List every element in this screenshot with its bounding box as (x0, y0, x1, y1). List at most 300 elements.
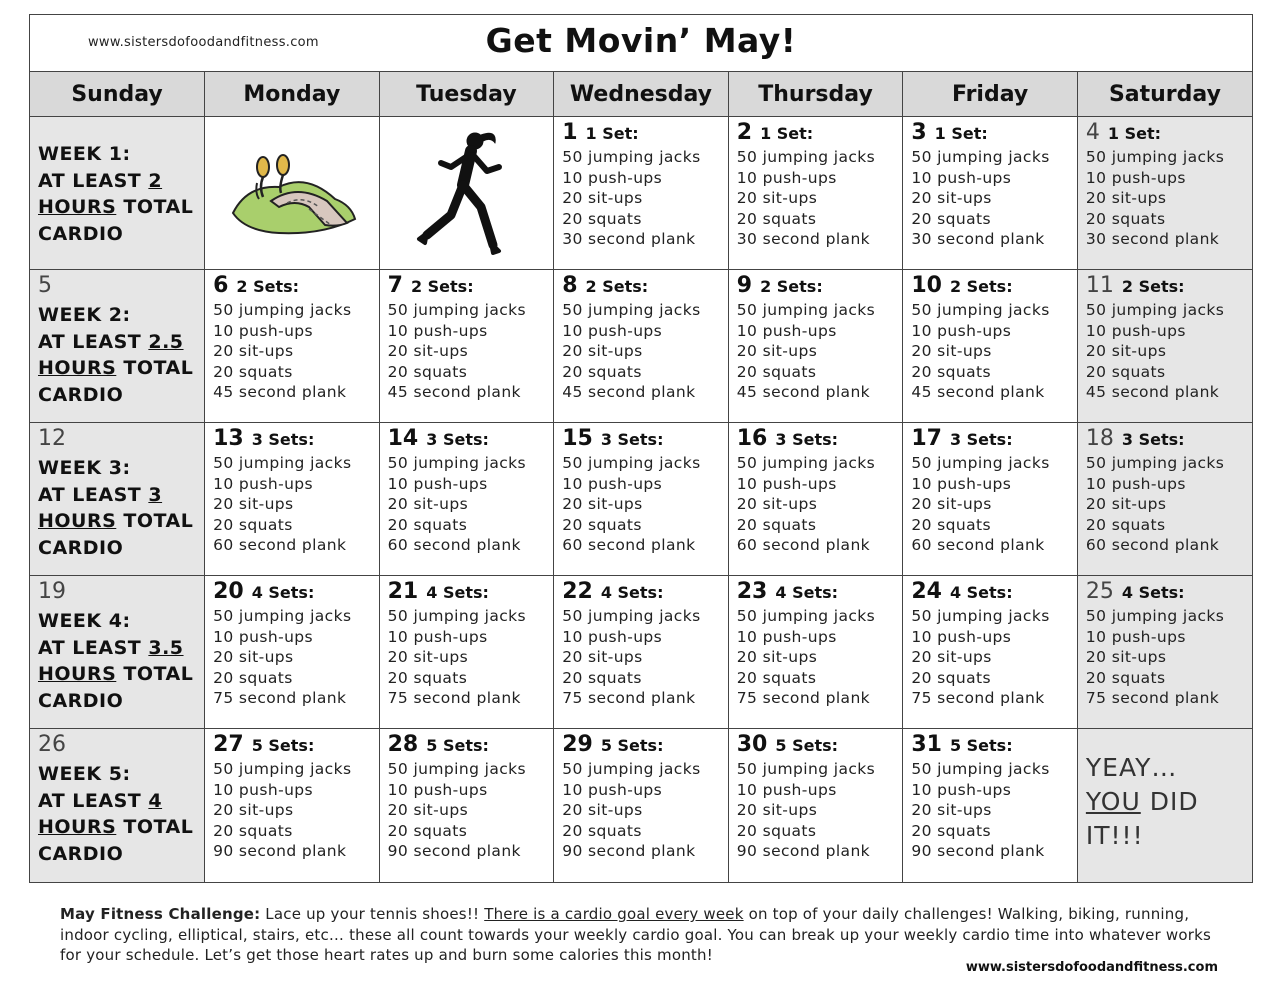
exercise-item: 20 sit-ups (562, 495, 643, 513)
exercise-item: 75 second plank (911, 689, 1045, 707)
day-number: 14 (387, 426, 419, 451)
day-number: 13 (213, 426, 244, 451)
exercise-item: 20 sit-ups (736, 648, 818, 666)
sets-label: 4 Sets: (949, 583, 1013, 602)
sets-label: 4 Sets: (426, 583, 489, 602)
saturday-cell (1077, 423, 1252, 576)
week-row (30, 576, 1252, 729)
goal-line (38, 355, 196, 382)
goal-line (38, 661, 196, 688)
day-number: 6 (213, 273, 229, 298)
sets-label: 5 Sets: (251, 736, 315, 755)
goal-hours: 3.5 (148, 636, 184, 659)
exercise-item: 20 squats (911, 515, 991, 534)
exercise-item: 20 squats (562, 209, 642, 228)
exercise-item: 50 jumping jacks (562, 607, 701, 625)
day-header (1086, 272, 1244, 300)
day-header-monday: Monday (205, 72, 380, 117)
sets-label: 2 Sets: (410, 277, 474, 296)
sets-label: 5 Sets: (426, 736, 489, 755)
sets-label: 3 Sets: (426, 430, 489, 449)
day-number: 23 (736, 579, 768, 604)
exercise-item: 20 sit-ups (213, 648, 294, 666)
exercise-item: 50 jumping jacks (1085, 454, 1225, 472)
exercise-item: 50 jumping jacks (387, 760, 527, 778)
goal-line (38, 508, 196, 535)
exercise-item: 45 second plank (1085, 383, 1220, 401)
exercise-item: 75 second plank (736, 689, 871, 707)
exercise-item: 20 sit-ups (911, 801, 992, 819)
exercise-item: 20 squats (911, 209, 991, 228)
exercise-item: 50 jumping jacks (213, 454, 352, 472)
exercise-item: 75 second plank (1085, 689, 1220, 707)
week-goal (38, 302, 196, 408)
exercise-item: 90 second plank (213, 842, 347, 860)
day-number: 8 (562, 273, 578, 298)
exercise-item: 20 squats (1085, 668, 1166, 687)
exercise-item: 20 squats (562, 821, 642, 840)
exercise-item: 20 sit-ups (911, 648, 992, 666)
goal-total: TOTAL (116, 816, 194, 838)
goal-hours-word: HOURS (38, 663, 117, 685)
challenge-text-2: on top of your daily challenges! Walking, biking, running, indoor cycling, elliptical, stairs, etc… these all count towards your weekly cardio goal. You can break up your weekly cardio time into whatever works for your schedule. Let’s get those heart rates up and burn some calories this month! (60, 905, 1211, 964)
goal-total: TOTAL (116, 663, 194, 685)
day-cell (554, 270, 729, 423)
exercise-item: 20 sit-ups (562, 801, 643, 819)
finale-did: DID (1140, 787, 1199, 816)
exercise-item: 20 squats (1085, 362, 1166, 381)
day-number: 1 (562, 120, 578, 145)
calendar-header (30, 15, 1252, 72)
exercise-item: 20 squats (213, 362, 293, 381)
exercise-item: 20 squats (562, 362, 642, 381)
day-header-wednesday: Wednesday (554, 72, 729, 117)
exercise-item: 50 jumping jacks (911, 301, 1050, 319)
finale-line-1: YEAY… (1085, 753, 1178, 782)
exercise-item: 50 jumping jacks (736, 760, 876, 778)
day-cell (728, 117, 903, 270)
exercise-item: 20 squats (562, 668, 642, 687)
exercise-item: 20 sit-ups (213, 801, 294, 819)
exercise-item: 50 jumping jacks (1085, 301, 1225, 319)
exercise-item: 60 second plank (387, 536, 521, 554)
goal-prefix: AT LEAST (38, 483, 149, 506)
exercise-item: 10 push-ups (911, 627, 1012, 646)
exercise-item: 45 second plank (213, 383, 347, 401)
exercise-item: 50 jumping jacks (562, 454, 701, 472)
exercise-item: 10 push-ups (387, 780, 488, 799)
weekday-header-row (30, 72, 1252, 117)
day-number: 16 (736, 426, 768, 451)
day-cell (554, 423, 729, 576)
day-cell (379, 729, 554, 882)
day-number: 31 (911, 732, 942, 757)
exercise-item: 50 jumping jacks (911, 760, 1050, 778)
goal-total: TOTAL (116, 196, 194, 218)
day-header (38, 272, 196, 300)
goal-line (38, 635, 196, 662)
image-cell (388, 119, 546, 267)
day-header (737, 425, 895, 453)
day-number: 26 (38, 732, 66, 757)
saturday-cell (1077, 576, 1252, 729)
day-header (1086, 425, 1244, 453)
day-cell (205, 729, 380, 882)
exercise-item: 20 squats (736, 515, 817, 534)
day-cell (903, 117, 1078, 270)
sets-label: 2 Sets: (949, 277, 1013, 296)
day-header-tuesday: Tuesday (379, 72, 554, 117)
day-cell (554, 729, 729, 882)
day-header (911, 731, 1069, 759)
exercise-item: 10 push-ups (1085, 627, 1186, 646)
exercise-item: 30 second plank (1085, 230, 1220, 248)
day-number: 2 (736, 120, 753, 145)
exercise-item: 10 push-ups (562, 474, 663, 493)
exercise-item: 20 squats (1085, 209, 1166, 228)
exercise-item: 10 push-ups (562, 321, 663, 340)
day-cell (728, 729, 903, 882)
saturday-cell (1077, 729, 1252, 882)
day-header (213, 731, 371, 759)
exercise-item: 10 push-ups (562, 168, 663, 187)
exercise-item: 20 squats (213, 668, 293, 687)
challenge-text-1: Lace up your tennis shoes!! (260, 905, 485, 923)
sets-label: 3 Sets: (600, 430, 664, 449)
sets-label: 3 Sets: (251, 430, 315, 449)
exercise-item: 20 sit-ups (1085, 648, 1167, 666)
day-header (213, 272, 371, 300)
calendar-grid (30, 72, 1252, 882)
exercise-item: 30 second plank (911, 230, 1045, 248)
day-cell (903, 729, 1078, 882)
sets-label: 1 Set: (585, 124, 639, 143)
day-header (388, 578, 546, 606)
exercise-item: 10 push-ups (562, 780, 663, 799)
exercise-item: 10 push-ups (213, 321, 314, 340)
exercise-item: 50 jumping jacks (911, 148, 1050, 166)
exercise-item: 20 squats (387, 362, 468, 381)
exercise-item: 60 second plank (736, 536, 871, 554)
day-cell (379, 576, 554, 729)
exercise-item: 90 second plank (387, 842, 521, 860)
exercise-item: 20 squats (213, 515, 293, 534)
day-header (911, 578, 1069, 606)
sunday-week-goal-cell (30, 576, 205, 729)
exercise-item: 20 sit-ups (387, 495, 469, 513)
exercise-item: 20 sit-ups (387, 801, 469, 819)
exercise-item: 20 sit-ups (736, 342, 818, 360)
goal-hours: 2.5 (148, 330, 184, 353)
sets-label: 4 Sets: (251, 583, 315, 602)
exercise-item: 90 second plank (911, 842, 1045, 860)
exercise-item: 20 sit-ups (911, 342, 992, 360)
week-row (30, 729, 1252, 882)
week-label: WEEK 5: (38, 763, 131, 785)
day-number: 17 (911, 426, 942, 451)
day-header (388, 731, 546, 759)
exercise-item: 50 jumping jacks (911, 607, 1050, 625)
day-header (1086, 119, 1244, 147)
exercise-item: 20 sit-ups (1085, 342, 1167, 360)
goal-hours-word: HOURS (38, 196, 117, 218)
sets-label: 5 Sets: (600, 736, 664, 755)
day-header (562, 578, 720, 606)
exercise-item: 10 push-ups (562, 627, 663, 646)
exercise-item: 10 push-ups (911, 321, 1012, 340)
footer-website: www.sistersdofoodandfitness.com (965, 960, 1218, 975)
day-number: 27 (213, 732, 244, 757)
exercise-item: 10 push-ups (213, 780, 314, 799)
exercise-item: 50 jumping jacks (736, 607, 876, 625)
week-label: WEEK 2: (38, 304, 131, 326)
goal-total: TOTAL (116, 510, 194, 532)
day-header (388, 425, 546, 453)
goal-prefix: AT LEAST (38, 330, 149, 353)
goal-line (38, 814, 196, 841)
sunday-week-goal-cell (30, 117, 205, 270)
exercise-item: 60 second plank (562, 536, 696, 554)
exercise-item: 20 sit-ups (911, 495, 992, 513)
exercise-item: 20 squats (387, 515, 468, 534)
page-title: Get Movin’ May! (485, 21, 797, 60)
exercise-item: 10 push-ups (213, 474, 314, 493)
exercise-item: 10 push-ups (911, 474, 1012, 493)
day-cell (728, 423, 903, 576)
goal-hours-word: HOURS (38, 816, 117, 838)
exercise-item: 10 push-ups (213, 627, 314, 646)
sets-label: 2 Sets: (760, 277, 823, 296)
exercise-item: 10 push-ups (387, 321, 488, 340)
day-number: 20 (213, 579, 244, 604)
exercise-item: 20 sit-ups (387, 648, 469, 666)
exercise-item: 45 second plank (736, 383, 871, 401)
exercise-item: 50 jumping jacks (387, 607, 527, 625)
exercise-item: 10 push-ups (911, 780, 1012, 799)
day-number: 9 (736, 273, 753, 298)
day-cell (205, 117, 380, 270)
exercise-item: 20 squats (387, 668, 468, 687)
saturday-cell (1077, 117, 1252, 270)
day-number: 28 (387, 732, 419, 757)
exercise-item: 20 sit-ups (1085, 495, 1167, 513)
sets-label: 4 Sets: (600, 583, 664, 602)
exercise-item: 50 jumping jacks (387, 454, 527, 472)
goal-line (38, 482, 196, 509)
day-header (1086, 578, 1244, 606)
day-header (562, 425, 720, 453)
exercise-item: 20 squats (213, 821, 293, 840)
exercise-item: 50 jumping jacks (562, 301, 701, 319)
exercise-item: 20 squats (911, 668, 991, 687)
exercise-item: 75 second plank (387, 689, 521, 707)
exercise-item: 20 squats (1085, 515, 1166, 534)
goal-hours: 2 (148, 169, 163, 192)
goal-line (38, 194, 196, 221)
goal-prefix: AT LEAST (38, 636, 149, 659)
exercise-item: 20 sit-ups (736, 189, 818, 207)
image-cell (213, 119, 371, 267)
exercise-item: 30 second plank (562, 230, 696, 248)
day-header (737, 272, 895, 300)
day-number: 24 (911, 579, 942, 604)
day-header (38, 578, 196, 606)
exercise-item: 60 second plank (1085, 536, 1220, 554)
challenge-description (60, 904, 1235, 966)
exercise-item: 60 second plank (213, 536, 347, 554)
day-cell (903, 270, 1078, 423)
week-label: WEEK 1: (38, 143, 131, 165)
week-goal (38, 455, 196, 561)
exercise-item: 20 squats (736, 821, 817, 840)
exercise-item: 20 squats (911, 821, 991, 840)
exercise-item: 50 jumping jacks (1085, 148, 1225, 166)
day-cell (728, 576, 903, 729)
finale-line-3: IT!!! (1085, 821, 1144, 850)
day-header (213, 425, 371, 453)
exercise-item: 20 squats (736, 668, 817, 687)
day-cell (728, 270, 903, 423)
sunday-week-goal-cell (30, 270, 205, 423)
day-number: 10 (911, 273, 942, 298)
day-header (911, 425, 1069, 453)
calendar (29, 14, 1253, 883)
exercise-item: 20 squats (562, 515, 642, 534)
day-header (562, 731, 720, 759)
exercise-item: 20 squats (911, 362, 991, 381)
exercise-item: 10 push-ups (736, 780, 837, 799)
sets-label: 5 Sets: (775, 736, 839, 755)
day-header (562, 119, 720, 147)
week-label: WEEK 4: (38, 610, 131, 632)
exercise-item: 10 push-ups (911, 168, 1012, 187)
week-row (30, 117, 1252, 270)
exercise-item: 75 second plank (562, 689, 696, 707)
day-number: 19 (38, 579, 66, 604)
day-header (911, 272, 1069, 300)
goal-line (38, 329, 196, 356)
sets-label: 5 Sets: (949, 736, 1013, 755)
day-header-thursday: Thursday (728, 72, 903, 117)
day-header-friday: Friday (903, 72, 1078, 117)
sets-label: 4 Sets: (775, 583, 839, 602)
day-number: 30 (736, 732, 768, 757)
goal-cardio: CARDIO (38, 222, 124, 245)
day-header-saturday: Saturday (1077, 72, 1252, 117)
goal-hours-word: HOURS (38, 510, 117, 532)
day-number: 5 (38, 273, 52, 298)
day-header (911, 119, 1069, 147)
day-cell (554, 117, 729, 270)
exercise-item: 50 jumping jacks (213, 607, 352, 625)
exercise-item: 10 push-ups (736, 168, 837, 187)
finale-line-2 (1086, 785, 1244, 819)
exercise-item: 45 second plank (911, 383, 1045, 401)
day-cell (903, 576, 1078, 729)
goal-cardio: CARDIO (38, 383, 124, 406)
exercise-item: 20 squats (736, 362, 817, 381)
day-cell (379, 423, 554, 576)
week-goal (38, 608, 196, 714)
day-number: 4 (1085, 120, 1100, 145)
exercise-item: 90 second plank (736, 842, 871, 860)
day-number: 29 (562, 732, 593, 757)
day-header (737, 731, 895, 759)
exercise-item: 20 sit-ups (213, 495, 294, 513)
exercise-item: 30 second plank (736, 230, 871, 248)
exercise-item: 10 push-ups (387, 474, 488, 493)
exercise-item: 75 second plank (213, 689, 347, 707)
exercise-item: 50 jumping jacks (1085, 607, 1225, 625)
exercise-item: 10 push-ups (736, 627, 837, 646)
day-number: 25 (1085, 579, 1114, 604)
week-label: WEEK 3: (38, 457, 131, 479)
exercise-item: 10 push-ups (387, 627, 488, 646)
exercise-item: 10 push-ups (1085, 474, 1186, 493)
exercise-item: 20 sit-ups (1085, 189, 1167, 207)
exercise-item: 50 jumping jacks (213, 301, 352, 319)
finale-message (1086, 751, 1244, 853)
day-cell (205, 270, 380, 423)
sets-label: 3 Sets: (1121, 430, 1185, 449)
exercise-item: 50 jumping jacks (736, 148, 876, 166)
exercise-item: 50 jumping jacks (736, 454, 876, 472)
day-number: 11 (1085, 273, 1114, 298)
sunday-week-goal-cell (30, 729, 205, 882)
challenge-text-underlined: There is a cardio goal every week (484, 905, 744, 923)
day-number: 12 (38, 426, 66, 451)
day-cell (205, 423, 380, 576)
challenge-label: May Fitness Challenge: (60, 905, 261, 923)
sets-label: 1 Set: (934, 124, 988, 143)
finale-you: YOU (1085, 787, 1141, 816)
day-cell (379, 270, 554, 423)
day-number: 7 (387, 273, 403, 298)
exercise-item: 20 sit-ups (736, 801, 818, 819)
exercise-item: 10 push-ups (1085, 321, 1186, 340)
exercise-item: 20 squats (387, 821, 468, 840)
exercise-item: 50 jumping jacks (387, 301, 527, 319)
day-cell (205, 576, 380, 729)
sets-label: 3 Sets: (775, 430, 839, 449)
goal-total: TOTAL (116, 357, 194, 379)
week-row (30, 423, 1252, 576)
exercise-item: 20 sit-ups (911, 189, 992, 207)
goal-hours: 4 (148, 789, 163, 812)
day-cell (379, 117, 554, 270)
exercise-item: 20 sit-ups (387, 342, 469, 360)
goal-hours: 3 (148, 483, 163, 506)
goal-prefix: AT LEAST (38, 789, 149, 812)
goal-prefix: AT LEAST (38, 169, 149, 192)
day-header (38, 731, 196, 759)
day-cell (903, 423, 1078, 576)
exercise-item: 45 second plank (562, 383, 696, 401)
week-goal (38, 761, 196, 867)
goal-cardio: CARDIO (38, 536, 124, 559)
saturday-cell (1077, 270, 1252, 423)
exercise-item: 90 second plank (562, 842, 696, 860)
goal-cardio: CARDIO (38, 689, 124, 712)
day-number: 3 (911, 120, 927, 145)
day-cell (554, 576, 729, 729)
goal-hours-word: HOURS (38, 357, 117, 379)
sets-label: 1 Set: (760, 124, 814, 143)
day-number: 15 (562, 426, 593, 451)
day-header-sunday: Sunday (30, 72, 205, 117)
day-number: 18 (1085, 426, 1114, 451)
week-row (30, 270, 1252, 423)
